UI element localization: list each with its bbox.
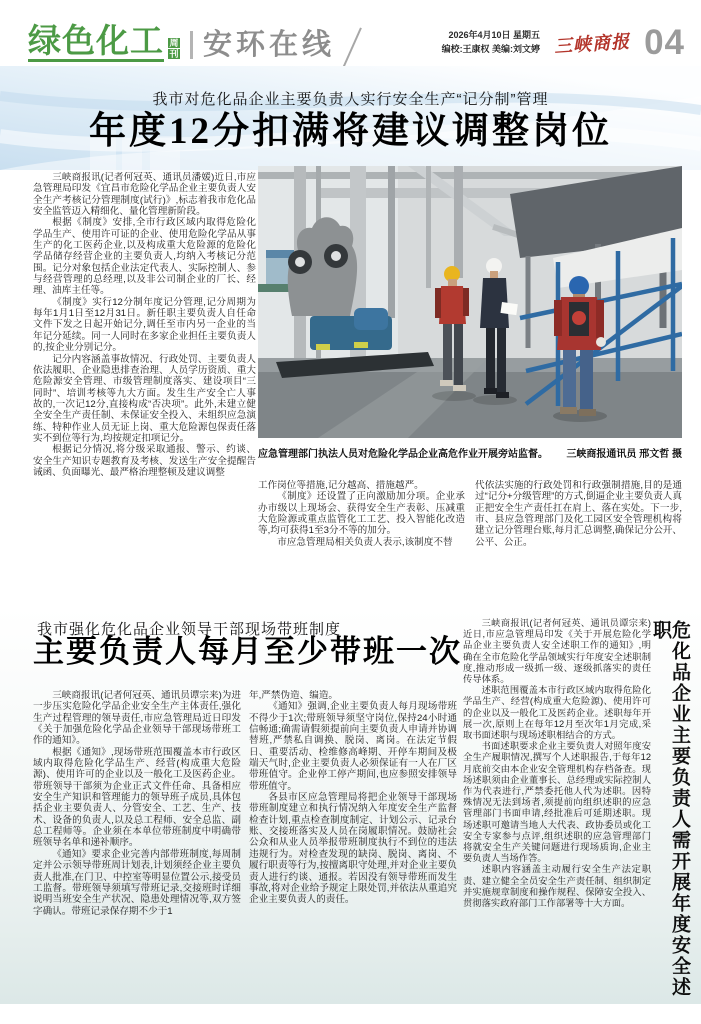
page-header — [28, 12, 685, 67]
article1-column-1 — [33, 172, 256, 608]
masthead — [28, 24, 353, 62]
article-paragraph: 根据记分情况,将分级采取通报、警示、约谈、安全生产知识专题教育及考核、发送生产安全提醒告诫函、负面曝光、最严格治理整顿及建议调整 — [33, 444, 256, 478]
article-paragraph: 根据《通知》,现场带班范围覆盖本市行政区域内取得危险化学品生产、经营(构成重大危险源)、使用许可的企业以及一般化工及医药企业。带班领导干部须为企业正式文件任命、具备相应安全生产知识和管理能力的领导班子成员,具体包括企业主要负责人、分管安全、工艺、生产、技术、设备的负责人,以及总工程师、安全总监、副总工程师等。企业须在本单位带班制度中明确带班领导名单和递补顺序。 — [33, 746, 241, 849]
article-paragraph: 工作岗位等措施,记分越高、措施越严。 — [258, 480, 424, 491]
lower-section — [0, 608, 701, 1004]
weekly-badge-char-2: 刊 — [169, 49, 179, 59]
article-paragraph: 述职范围覆盖本市行政区域内取得危险化学品生产、经营(构成重大危险源)、使用许可的企业以及一般化工及医药企业。述职每年开展一次,原则上在每年12月至次年1月完成,采取书面述职与现场述职相结合的方式。 — [463, 685, 651, 741]
newspaper-logo: 三峡商报 — [553, 30, 631, 57]
photo-caption — [258, 445, 682, 460]
slash-decoration — [342, 27, 362, 68]
article-paragraph: 述职内容涵盖主动履行安全生产法定职责、建立健全全员安全生产责任制、组织制定并实施规章制度和操作规程、保障安全投入、贯彻落实政府部门工作部署等十大方面。 — [463, 864, 651, 909]
article-paragraph: 三峡商报讯(记者何冠英、通讯员潘媛)近日,市应急管理局印发《宜昌市危险化学品企业主要负责人安全生产考核记分管理制度(试行)》,标志着我市危化品安全监管迈入精细化、量化管理新阶段。 — [33, 172, 256, 218]
article2-column-1 — [33, 690, 241, 996]
article-paragraph: 代依法实施的行政处罚和行政强制措施,目的是通过“记分+分级管理”的方式,倒逼企业主要负责人真正把安全生产责任扛在肩上、落在实处。下一步,市、县应急管理部门及化工园区安全管理机构将建立记分管理台账,每月汇总调整,确保记分公开、公平、公正。 — [475, 480, 682, 548]
article-paragraph: 书面述职要求企业主要负责人对照年度安全生产履职情况,撰写个人述职报告,于每年12月底前交由本企业安全管理机构存档备查。现场述职须由企业董事长、总经理或实际控制人作为代表进行,严禁委托他人代为述职。因特殊情况无法到场者,须提前向组织述职的应急管理部门书面申请,经批准后可延期述职。现场述职可邀请当地人大代表、政协委员或化工安全专家参与点评,组织述职的应急管理部门将就安全生产关键问题进行现场质询,企业主要负责人当场作答。 — [463, 741, 651, 864]
article-paragraph: 《制度》实行12分制年度记分管理,记分周期为每年1月1日至12月31日。新任职主要负责人自任命文件下发之日起开始记分,调任至市内另一企业的当年记分延续。同一人同时在多家企业担任主要负责人的,按企业分别记分。 — [33, 296, 256, 354]
weekly-badge-char-1: 周 — [169, 38, 179, 48]
article-paragraph: 记分内容涵盖事故情况、行政处罚、主要负责人依法履职、企业隐患排查治理、人员学历资质、重大危险源安全管理、市级管理制度落实、建设项目“三同时”、培训考核等九大方面。发生生产安全亡人事故的,一次记12分,直接构成“否决项”。此外,未建立健全安全生产责任制、未保证安全投入、未组织应急演练、特种作业人员无证上岗、重大危险源包保责任落实不到位等行为,均按规定扣项记分。 — [33, 353, 256, 444]
article2-kicker: 我市强化危化品企业领导干部现场带班制度 — [37, 621, 342, 638]
section-title: 安环在线 — [203, 29, 336, 61]
article-paragraph: 根据《制度》安排,全市行政区域内取得危险化学品生产、使用许可证的企业、使用危险化学品从事生产的化工医药企业,以及构成重大危险源的危险化学品储存经营企业的主要负责人,均纳入考核记分范围。记分对象包括企业法定代表人、实际控制人、参与经营管理的总经理,以及非公司制企业的厂长、经理、油库主任等。 — [33, 217, 256, 297]
article-paragraph: 各县市区应急管理局将把企业领导干部现场带班制度建立和执行情况纳入年度安全生产监督检查计划,重点检查制度制定、计划公示、记录台账、交接班落实及人员在岗履职情况。鼓励社会公众和从业人员举报带班制度执行不到位的违法违规行为。对检查发现的缺岗、脱岗、离岗、不履行职责等行为,按擅离职守处理,并对企业主要负责人进行约谈、通报。若因没有领导带班而发生事故,将对企业给予规定上限处罚,并依法从重追究企业主要负责人的责任。 — [249, 792, 457, 906]
article2-column-2 — [249, 690, 457, 996]
article-paragraph: 《通知》要求企业完善内部带班制度,每周制定并公示领导带班周计划表,计划须经企业主要负责人批准,在门卫、中控室等明显位置公示,接受员工监督。带班领导须填写带班记录,交接班时详细说明当班安全生产状况、隐患处理情况等,双方签字确认。带班记录保存期不少于1 — [33, 848, 241, 917]
article3-column — [463, 618, 651, 998]
article2-headline: 主要负责人每月至少带班一次 — [33, 634, 462, 669]
article-paragraph: 《制度》还设置了正向激励加分项。企业承办市级以上现场会、获得安全生产表彰、压减重大危险源或重点监管化工工艺、投入智能化改造等,均可获得1至3分不等的加分。 — [258, 491, 465, 537]
article-paragraph: 《通知》强调,企业主要负责人每月现场带班不得少于1次;带班领导须坚守岗位,保持24小时通信畅通;确需请假须提前向主要负责人申请并协调替班,严禁私自调换、脱岗、离岗。在法定节假日、重要活动、检维修高峰期、开停车期间及极端天气时,企业主要负责人必须保证有一人在厂区带班值守。企业停工停产期间,也应参照安排领导带班值守。 — [249, 701, 457, 792]
article-paragraph: 三峡商报讯(记者何冠英、通讯员谭宗来)近日,市应急管理局印发《关于开展危险化学品企业主要负责人安全述职工作的通知》,明确在全市危险化学品领域实行年度安全述职制度,推动形成一级抓一级、逐级抓落实的责任传导体系。 — [463, 618, 651, 685]
date-line: 2026年4月10日 星期五 — [448, 29, 541, 40]
page-number: 04 — [644, 23, 685, 62]
header-right — [442, 25, 685, 60]
article-paragraph: 年,严禁伪造、编造。 — [249, 690, 339, 701]
article-paragraph: 市应急管理局相关负责人表示,该制度不替 — [277, 536, 453, 548]
article1-column-3 — [475, 480, 682, 606]
article1-photo — [258, 166, 682, 438]
article1-column-2 — [258, 480, 465, 606]
article1-banner — [0, 66, 701, 170]
masthead-divider — [190, 31, 193, 59]
article1-kicker: 我市对危化品企业主要负责人实行安全生产“记分制”管理 — [152, 91, 549, 108]
article1-headline: 年度12分扣满将建议调整岗位 — [89, 111, 612, 152]
article-paragraph: 三峡商报讯(记者何冠英、通讯员谭宗来)为进一步压实危险化学品企业安全生产主体责任,强化生产过程管理的领导责任,市应急管理局近日印发《关于加强危险化学品企业领导干部现场带班工作的通知》。 — [33, 690, 241, 747]
photo-credit: 三峡商报通讯员 邢文哲 摄 — [566, 449, 682, 460]
masthead-title: 绿色化工 — [28, 24, 164, 62]
date-block — [442, 29, 541, 57]
masthead-weekly-badge — [168, 38, 180, 60]
photo-caption-text: 应急管理部门执法人员对危险化学品企业高危作业开展旁站监督。 — [258, 449, 548, 460]
editors-line: 编校:王康权 美编:刘文婷 — [441, 43, 541, 54]
article3-vertical-headline: 危化品企业主要负责人需开展年度安全述职 — [650, 620, 690, 998]
